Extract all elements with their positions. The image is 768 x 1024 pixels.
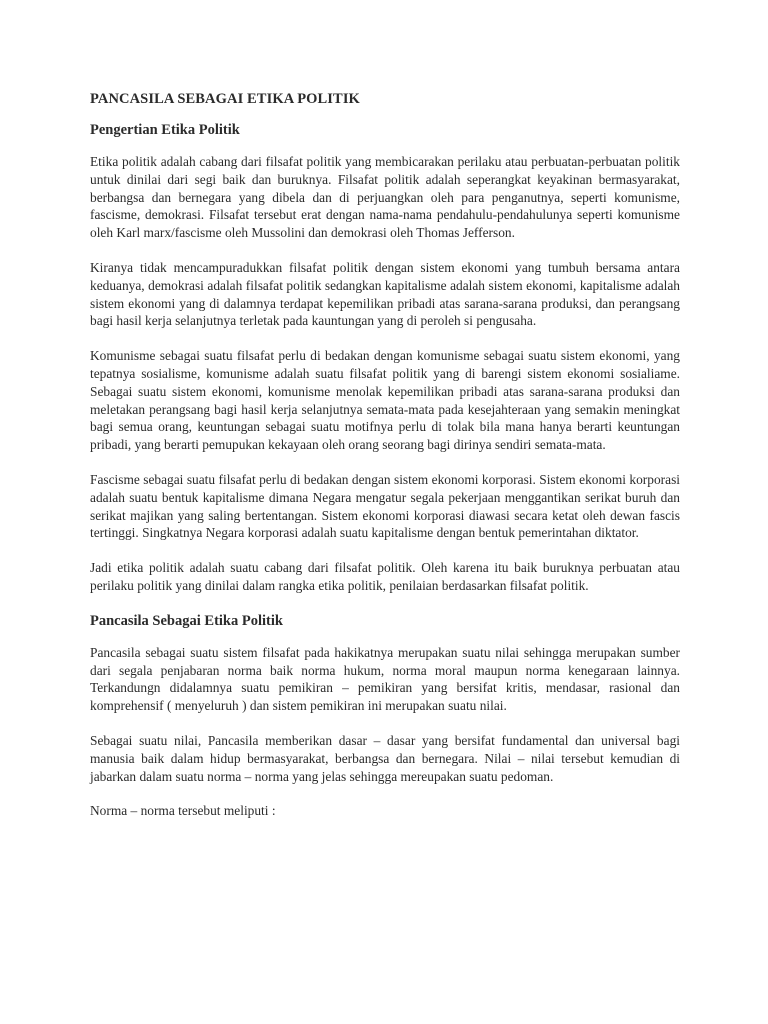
paragraph: Norma – norma tersebut meliputi :: [90, 803, 276, 819]
paragraph: Jadi etika politik adalah suatu cabang dari filsafat politik. Oleh karena itu baik buruknya perbuatan atau perilaku politik yang dinilai dalam rangka etika politik, penilaian berdasarkan filsafat politik.: [90, 560, 680, 593]
paragraph: Fascisme sebagai suatu filsafat perlu di bedakan dengan sistem ekonomi korporasi. Sistem ekonomi korporasi adalah suatu bentuk kapitalisme dimana Negara mengatur segala pekerjaan menggantikan serikat buruh dan serikat majikan yang saling bertentangan. Sistem ekonomi korporasi diawasi secara ketat oleh dewan fascis tertinggi. Singkatnya Negara korporasi adalah suatu kapitalisme dengan bentuk pemerintahan diktator.: [90, 471, 680, 541]
paragraph: Pancasila sebagai suatu sistem filsafat pada hakikatnya merupakan suatu nilai sehingga merupakan sumber dari segala penjabaran norma baik norma hukum, norma moral maupun norma kenegaraan lainnya. Terkandungn didalamnya suatu pemikiran – pemikiran yang bersifat kritis, mendasar, rasional dan komprehensif ( menyeluruh ) dan sistem pemikiran ini merupakan suatu nilai.: [90, 644, 680, 714]
document-page: [90, 90, 680, 837]
paragraph: Komunisme sebagai suatu filsafat perlu di bedakan dengan komunisme sebagai suatu sistem ekonomi, yang tepatnya sosialisme, komunisme adalah suatu filsafat politik yang di barengi sistem ekonomi sosialiame. Sebagai suatu sistem ekonomi, komunisme menolak kepemilikan pribadi atas sarana-sarana produksi dan meletakan perangsang bagi hasil kerja selanjutnya semata-mata pada kesejahteraan yang semakin meningkat bagi semua orang, keuntungan sebagai suatu motifnya perlu di tolak bila mana hanya berarti keuntungan pribadi, yang berarti pemupukan kekayaan oleh orang seorang bagi dirinya sendiri semata-mata.: [90, 348, 680, 453]
section-heading-pengertian: Pengertian Etika Politik: [90, 122, 240, 138]
paragraph: Kiranya tidak mencampuradukkan filsafat politik dengan sistem ekonomi yang tumbuh bersama antara keduanya, demokrasi adalah filsafat politik sedangkan kapitalisme adalah sistem ekonomi, kapitalisme adalah sistem ekonomi yang di dalamnya terdapat kepemilikan pribadi atas sarana-sarana produksi, dan perangsang bagi hasil kerja selanjutnya terletak pada kauntungan yang di peroleh si pengusaha.: [90, 259, 680, 329]
paragraph: Sebagai suatu nilai, Pancasila memberikan dasar – dasar yang bersifat fundamental dan universal bagi manusia baik dalam hidup bermasyarakat, berbangsa dan bernegara. Nilai – nilai tersebut kemudian di jabarkan dalam suatu norma – norma yang jelas sehingga mereupakan suatu pedoman.: [90, 732, 680, 784]
paragraph: Etika politik adalah cabang dari filsafat politik yang membicarakan perilaku atau perbuatan-perbuatan politik untuk dinilai dari segi baik dan buruknya. Filsafat politik adalah seperangkat keyakinan bermasyarakat, berbangsa dan bernegara yang dibela dan di perjuangkan oleh para penganutnya, seperti komunisme, fascisme, demokrasi. Filsafat tersebut erat dengan nama-nama pendahulu-pendahulunya seperti komunisme oleh Karl marx/fascisme oleh Mussolini dan demokrasi oleh Thomas Jefferson.: [90, 154, 680, 241]
document-title: PANCASILA SEBAGAI ETIKA POLITIK: [90, 91, 360, 107]
section-heading-pancasila: Pancasila Sebagai Etika Politik: [90, 612, 283, 629]
